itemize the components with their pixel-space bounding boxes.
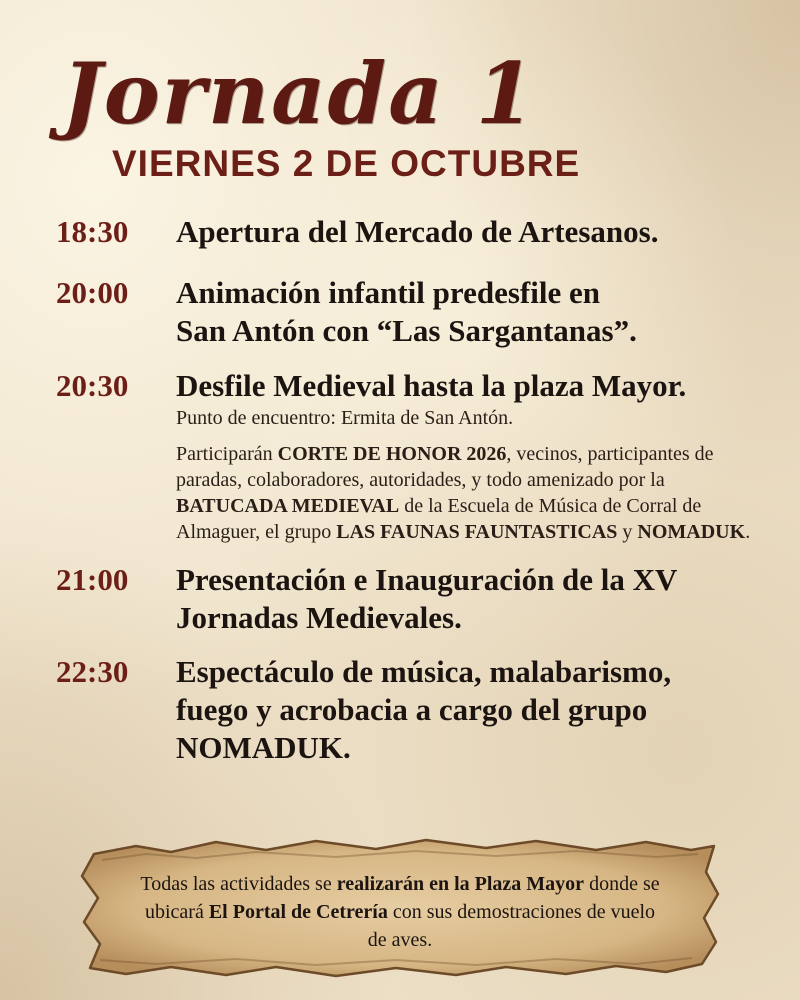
event-title-line: Animación infantil predesfile en — [176, 275, 600, 310]
highlight-text: CORTE DE HONOR 2026 — [277, 443, 507, 465]
event-details — [176, 213, 776, 251]
event-title-line: Presentación e Inauguración de la XV — [176, 562, 678, 597]
highlight-text: NOMADUK — [637, 521, 746, 543]
highlight-text: LAS FAUNAS FAUNTASTICAS — [336, 521, 618, 543]
scroll-notice — [140, 870, 660, 954]
event-title-line: Espectáculo de música, malabarismo, — [176, 654, 672, 689]
event-title-line: Jornadas Medievales. — [176, 600, 462, 635]
page-title: Jornada 1 — [62, 44, 537, 143]
schedule-item — [56, 367, 776, 545]
meeting-point: Punto de encuentro: Ermita de San Antón. — [176, 407, 514, 429]
event-details — [176, 561, 776, 637]
event-time: 18:30 — [56, 214, 129, 249]
schedule-list — [56, 213, 776, 767]
event-title-line: NOMADUK. — [176, 730, 351, 765]
highlight-text: BATUCADA MEDIEVAL — [176, 495, 400, 517]
highlight-text: El Portal de Cetrería — [208, 901, 388, 923]
event-title-line: San Antón con “Las Sargantanas”. — [176, 313, 637, 348]
text-run: donde se ubicará — [144, 873, 660, 923]
highlight-text: realizarán en la Plaza Mayor — [336, 873, 585, 895]
event-details — [176, 367, 776, 545]
text-run: Todas las actividades se — [140, 873, 337, 895]
date-subtitle: VIERNES 2 DE OCTUBRE — [112, 143, 581, 184]
text-run: de la Escuela de Música de Corral de Almaguer, el grupo — [176, 495, 702, 543]
text-run: . — [745, 521, 751, 543]
participants-paragraph — [176, 441, 776, 545]
event-time: 20:30 — [56, 368, 129, 403]
schedule-item — [56, 561, 776, 637]
schedule-item — [56, 213, 776, 251]
schedule-item — [56, 653, 776, 767]
header — [62, 46, 742, 186]
text-run: Participarán — [176, 443, 278, 465]
event-title-line: Desfile Medieval hasta la plaza Mayor. — [176, 368, 687, 403]
event-time: 22:30 — [56, 654, 129, 689]
event-details — [176, 274, 776, 350]
schedule-item — [56, 274, 776, 350]
event-title-line: fuego y acrobacia a cargo del grupo — [176, 692, 648, 727]
text-run: con sus demostraciones de vuelo de aves. — [367, 901, 656, 951]
event-title-line: Apertura del Mercado de Artesanos. — [176, 214, 659, 249]
event-time: 21:00 — [56, 562, 129, 597]
event-time: 20:00 — [56, 275, 129, 310]
text-run: , vecinos, participantes de paradas, colaboradores, autoridades, y todo amenizado por la — [176, 443, 714, 491]
event-details — [176, 653, 776, 767]
text-run: y — [617, 521, 638, 543]
